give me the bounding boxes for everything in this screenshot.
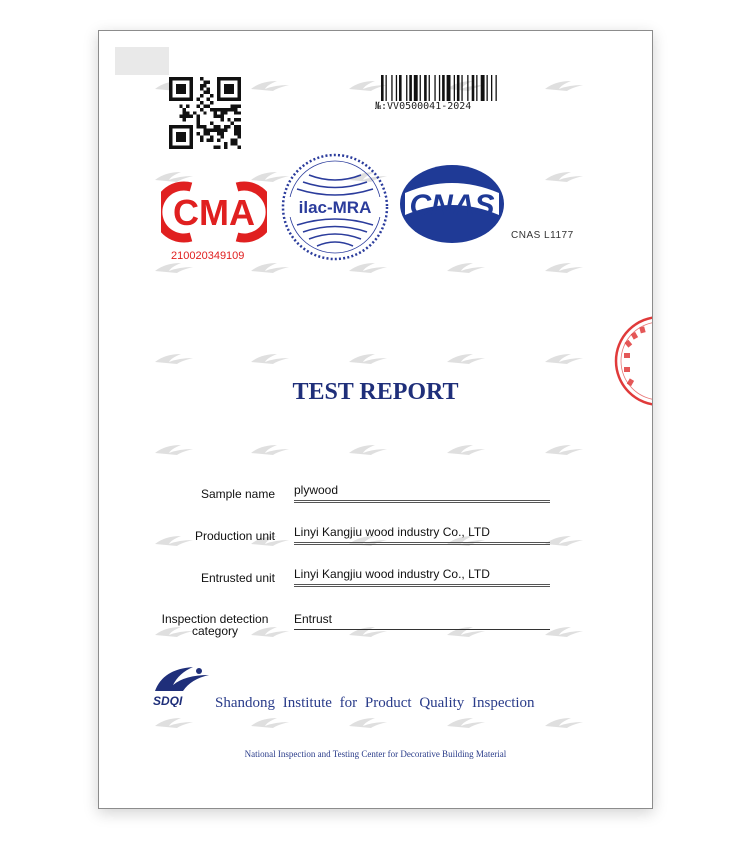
watermark-mark — [345, 352, 391, 370]
qr-code-icon — [169, 77, 241, 149]
barcode-icon — [381, 75, 541, 101]
watermark-mark — [345, 261, 391, 279]
inspection-category-label — [99, 613, 275, 637]
watermark-mark — [151, 352, 197, 370]
watermark-mark — [247, 261, 293, 279]
cnas-number: CNAS L1177 — [511, 230, 574, 241]
watermark-mark — [247, 716, 293, 734]
watermark-mark — [443, 261, 489, 279]
watermark-mark — [247, 443, 293, 461]
watermark-mark — [443, 443, 489, 461]
watermark-mark — [541, 79, 587, 97]
watermark-mark — [151, 261, 197, 279]
watermark-mark — [345, 807, 391, 809]
watermark-mark — [541, 443, 587, 461]
cma-logo-icon — [161, 181, 267, 243]
sample-name-label: Sample name — [200, 487, 275, 501]
report-title: TEST REPORT — [292, 379, 459, 405]
watermark-mark — [345, 443, 391, 461]
cnas-logo-icon — [397, 163, 507, 245]
entrusted-unit-label: Entrusted unit — [200, 571, 275, 585]
watermark-mark — [151, 807, 197, 809]
watermark-mark — [345, 716, 391, 734]
watermark-mark — [151, 443, 197, 461]
watermark-mark — [443, 807, 489, 809]
ilac-mark-text: ilac-MRA — [298, 198, 372, 217]
cma-number: 210020349109 — [171, 250, 245, 262]
test-report-page — [98, 30, 653, 809]
entrusted-unit-value: Linyi Kangjiu wood industry Co., LTD — [294, 567, 550, 587]
production-unit-value: Linyi Kangjiu wood industry Co., LTD — [294, 525, 550, 545]
sample-name-value: plywood — [294, 483, 550, 503]
ilac-mra-logo-icon — [279, 151, 391, 263]
inspection-category-value: Entrust — [294, 612, 550, 630]
cnas-mark-text: CNAS — [409, 189, 495, 222]
watermark-mark — [541, 170, 587, 188]
watermark-mark — [247, 807, 293, 809]
production-unit-label: Production unit — [194, 529, 275, 543]
report-number: №:VV0500041-2024 — [375, 101, 472, 112]
watermark-mark — [541, 716, 587, 734]
watermark-mark — [541, 261, 587, 279]
watermark-mark — [247, 352, 293, 370]
inspection-category-label-text: Inspection detection category — [161, 612, 269, 638]
institute-name: Shandong Institute for Product Quality Inspection — [215, 695, 535, 711]
watermark-mark — [247, 79, 293, 97]
redacted-box — [115, 47, 169, 75]
sdqi-logo-text: SDQI — [153, 694, 183, 707]
center-name: National Inspection and Testing Center for Decorative Building Material — [244, 749, 507, 759]
watermark-mark — [541, 807, 587, 809]
watermark-mark — [541, 352, 587, 370]
cma-mark-text: CMA — [173, 192, 255, 233]
watermark-mark — [151, 716, 197, 734]
watermark-mark — [443, 716, 489, 734]
sdqi-logo-icon — [149, 663, 215, 707]
watermark-mark — [443, 352, 489, 370]
